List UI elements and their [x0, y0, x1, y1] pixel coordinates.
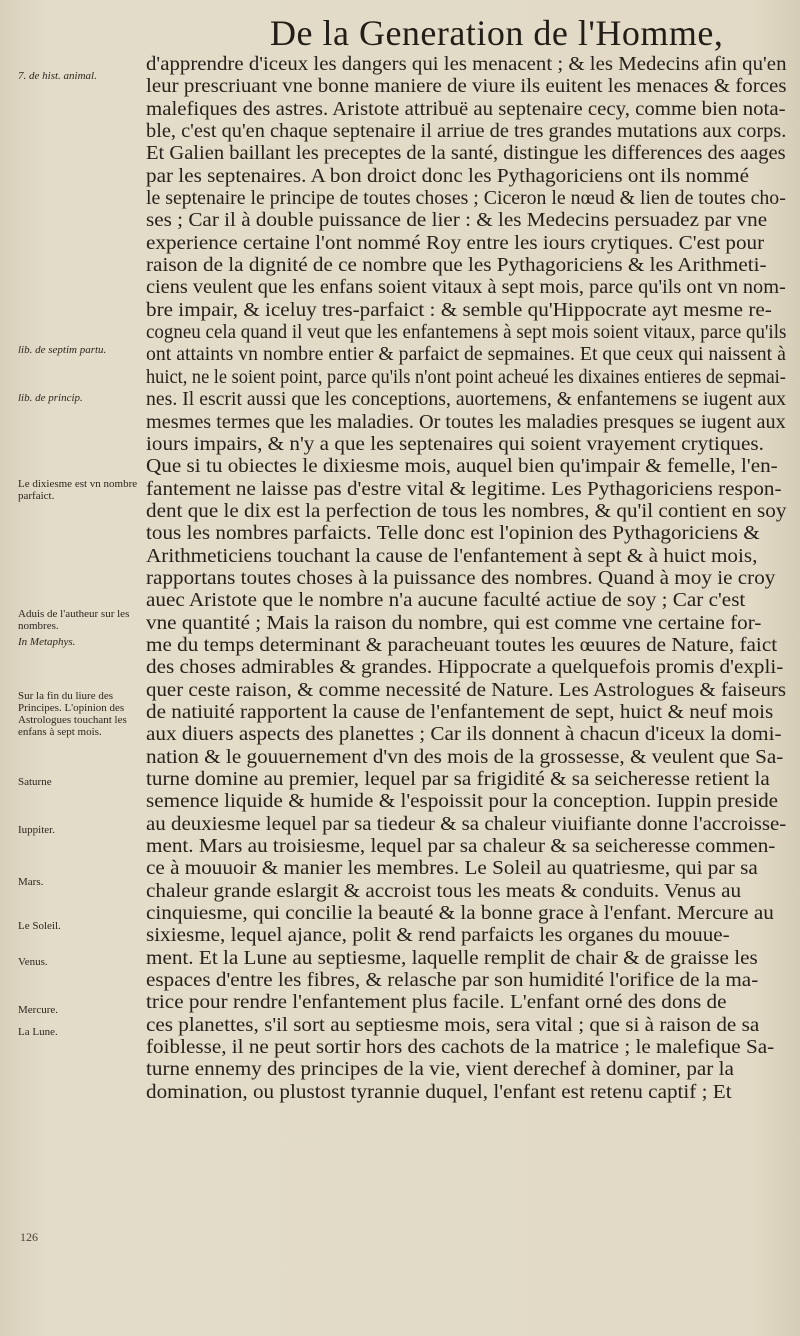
body-line: sixiesme, lequel ajance, polit & rend parfaicts les organes du mouue-: [146, 925, 730, 947]
body-line: au deuxiesme lequel par sa tiedeur & sa chaleur viuifiante donne l'accroisse-: [146, 813, 787, 835]
body-line: nes. Il escrit aussi que les conceptions, auortemens, & enfantemens se iugent aux: [146, 389, 786, 411]
body-line: mesmes termes que les maladies. Or toutes les maladies presques se iugent aux: [146, 411, 786, 433]
body-line: espaces d'entre les fibres, & relasche par son humidité l'orifice de la ma-: [146, 970, 759, 992]
body-line: fantement ne laisse pas d'estre vital & legitime. Les Pythagoriciens respon-: [146, 478, 782, 500]
body-line: tous les nombres parfaicts. Telle donc est l'opinion des Pythagoriciens &: [146, 523, 760, 545]
body-line: ble, c'est qu'en chaque septenaire il arriue de tres grandes mutations aux corps.: [146, 121, 787, 143]
body-line: bre impair, & iceluy tres-parfaict : & semble qu'Hippocrate ayt mesme re-: [146, 299, 772, 321]
margin-note-hist-animal: 7. de hist. animal.: [18, 70, 97, 82]
margin-note-aduis-autheur: Aduis de l'autheur sur les nombres.: [18, 608, 130, 632]
body-line: me du temps determinant & paracheuant toutes les œuures de Nature, faict: [146, 634, 778, 656]
body-text: [146, 54, 791, 1104]
folio-number: 126: [20, 1230, 38, 1244]
running-head: De la Generation de l'Homme,: [270, 13, 724, 53]
body-line: des choses admirables & grandes. Hippocrate a quelquefois promis d'expli-: [146, 657, 784, 679]
body-line: le septenaire le principe de toutes choses ; Ciceron le nœud & lien de toutes cho-: [146, 188, 786, 210]
body-line: ces planettes, s'il sort au septiesme mois, sera vital ; que si à raison de sa: [146, 1014, 760, 1036]
body-line: leur prescriuant vne bonne maniere de viure ils euitent les menaces & forces: [146, 76, 787, 98]
body-line: cogneu cela quand il veut que les enfantemens à sept mois soient vitaux, parce qu'ils: [146, 322, 787, 344]
body-line: rapportans toutes choses à la puissance des nombres. Quand à moy ie croy: [146, 567, 776, 589]
body-line: turne domine au premier, lequel par sa frigidité & sa seicheresse retient la: [146, 769, 770, 790]
body-line: turne ennemy des principes de la vie, vient derechef à dominer, par la: [146, 1059, 734, 1081]
margin-note-princip: lib. de princip.: [18, 392, 83, 404]
body-line: d'apprendre d'iceux les dangers qui les menacent ; & les Medecins afin qu'en: [146, 54, 787, 75]
body-line: domination, ou plustost tyrannie duquel, l'enfant est retenu captif ; Et: [146, 1081, 732, 1103]
body-line: ment. Mars au troisiesme, lequel par sa chaleur & sa seicheresse commen-: [146, 836, 776, 858]
body-line: vne quantité ; Mais la raison du nombre, qui est comme vne certaine for-: [146, 612, 762, 634]
body-line: ses ; Car il à double puissance de lier : & les Medecins persuadez par vne: [146, 210, 768, 232]
margin-note-dixiesme: Le dixiesme est vn nombre parfaict.: [18, 478, 138, 502]
body-line: raison de la dignité de ce nombre que les Pythagoriciens & les Arithmeti-: [146, 255, 767, 277]
body-line: nation & le gouuernement d'vn des mois de la grossesse, & veulent que Sa-: [146, 746, 784, 768]
body-line: chaleur grande eslargit & accroist tous les meats & conduits. Venus au: [146, 880, 742, 902]
margin-note-mercure: Mercure.: [18, 1004, 59, 1016]
body-line: auec Aristote que le nombre n'a aucune faculté actiue de soy ; Car c'est: [146, 590, 746, 612]
margin-note-septim-partu: lib. de septim partu.: [18, 344, 107, 356]
body-line: Arithmeticiens touchant la cause de l'enfantement à sept & à huict mois,: [146, 545, 758, 567]
body-line: ont attaints vn nombre entier & parfaict de sepmaines. Et que ceux qui naissent à: [146, 344, 786, 366]
body-line: Et Galien baillant les preceptes de la santé, distingue les differences des aages: [146, 143, 786, 165]
margin-note-mars: Mars.: [18, 876, 44, 888]
margin-note-metaphys: In Metaphys.: [18, 636, 76, 648]
body-line: cinquiesme, qui concilie la beauté & la bonne grace à l'enfant. Mercure au: [146, 903, 774, 925]
body-line: iours impairs, & n'y a que les septenaires qui soient vrayement crytiques.: [146, 433, 764, 455]
body-line: ce à mouuoir & manier les membres. Le Soleil au quatriesme, qui par sa: [146, 858, 758, 880]
margin-note-iuppiter: Iuppiter.: [18, 824, 55, 836]
body-line: dent que le dix est la perfection de tous les nombres, & qu'il contient en soy: [146, 500, 787, 522]
body-line: ciens veulent que les enfans soient vitaux à sept mois, parce qu'ils ont vn nom-: [146, 277, 786, 299]
body-line: par les septenaires. A bon droict donc les Pythagoriciens ont ils nommé: [146, 165, 749, 187]
margin-note-soleil: Le Soleil.: [18, 920, 61, 932]
body-line: experience certaine l'ont nommé Roy entre les iours crytiques. C'est pour: [146, 232, 765, 254]
body-line: trice pour rendre l'enfantement plus facile. L'enfant orné des dons de: [146, 992, 727, 1014]
body-line: malefiques des astres. Aristote attribuë au septenaire cecy, comme bien nota-: [146, 98, 786, 120]
body-line: huict, ne le soient point, parce qu'ils n'ont point acheué les dixaines entieres de sepmai-: [146, 366, 786, 388]
margin-note-saturne: Saturne: [18, 776, 52, 788]
body-line: de natiuité rapportent la cause de l'enfantement de sept, huict & neuf mois: [146, 701, 774, 723]
body-line: ment. Et la Lune au septiesme, laquelle remplit de chair & de graisse les: [146, 947, 758, 969]
body-line: quer ceste raison, & comme necessité de Nature. Les Astrologues & faiseurs: [146, 679, 787, 701]
body-line: semence liquide & humide & l'espoissit pour la conception. Iuppin preside: [146, 791, 779, 813]
body-line: aux diuers aspects des planettes ; Car ils donnent à chacun d'iceux la domi-: [146, 724, 782, 746]
margin-note-astrologues: Sur la fin du liure des Principes. L'opinion des Astrologues touchant les enfans à sept mois.: [18, 690, 127, 738]
body-line: Que si tu obiectes le dixiesme mois, auquel bien qu'impair & femelle, l'en-: [146, 456, 778, 478]
body-line: foiblesse, il ne peut sortir hors des cachots de la matrice ; le malefique Sa-: [146, 1037, 775, 1059]
margin-note-lune: La Lune.: [18, 1026, 58, 1038]
margin-note-venus: Venus.: [18, 956, 48, 968]
